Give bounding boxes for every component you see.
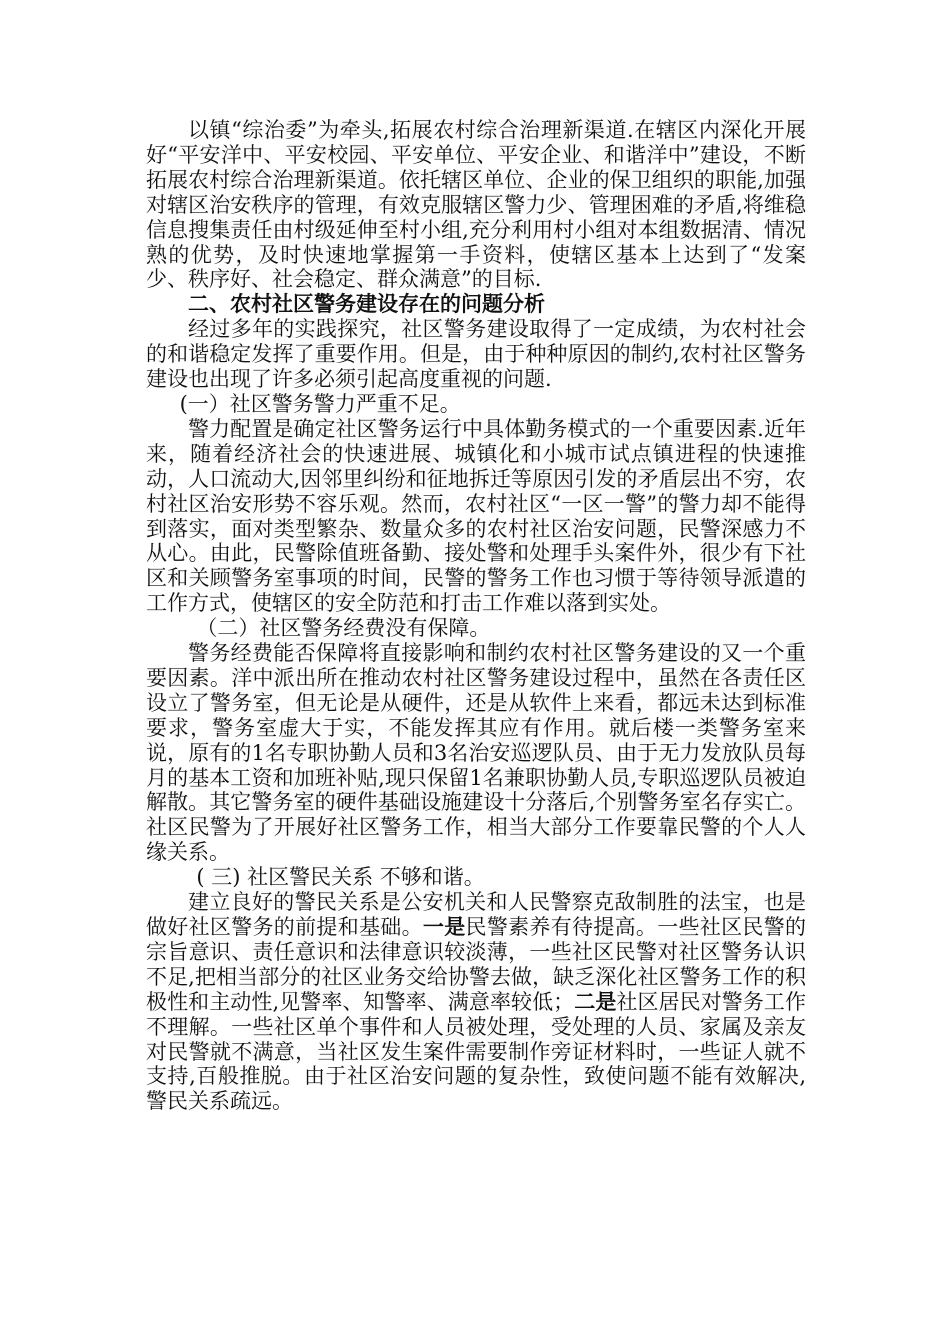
subheading-police-public-relations: ( 三) 社区警民关系 不够和谐。 xyxy=(196,865,485,890)
paragraph-police-public-relations xyxy=(146,890,806,1114)
subheading-police-shortage: (一）社区警务警力严重不足。 xyxy=(179,391,461,416)
document-page xyxy=(146,118,806,1114)
paragraph-police-shortage: 警力配置是确定社区警务运行中具体勤务模式的一个重要因素.近年来，随着经济社会的快速进展、城镇化和小城市试点镇进程的快速推动，人口流动大,因邻里纠纷和征地拆迁等原因引发的矛盾层出不穷，农村社区治安形势不容乐观。然而，农村社区“一区一警”的警力却不能得到落实，面对类型繁杂、数量众多的农村社区治安问题，民警深感力不从心。由此，民警除值班备勤、接处警和处理手头案件外，很少有下社区和关顾警务室事项的时间，民警的警务工作也习惯于等待领导派遣的工作方式，使辖区的安全防范和打击工作难以落到实处。 xyxy=(146,416,806,616)
subheading-funding: （二）社区警务经费没有保障。 xyxy=(196,616,491,641)
text-run: 社区居民对警务工作不理解。一些社区单个事件和人员被处理，受处理的人员、家属及亲友对民警就不满意，当社区发生案件需要制作旁证材料时，一些证人就不支持,百般推脱。由于社区治安问题的复杂性，致使问题不能有效解决,警民关系疏远。 xyxy=(146,989,807,1114)
paragraph-comprehensive-governance: 以镇“综治委”为牵头,拓展农村综合治理新渠道.在辖区内深化开展好“平安洋中、平安校园、平安单位、平安企业、和谐洋中”建设，不断拓展农村综合治理新渠道。依托辖区单位、企业的保卫组织的职能,加强对辖区治安秩序的管理，有效克服辖区警力少、管理困难的矛盾,将维稳信息搜集责任由村级延伸至村小组,充分利用村小组对本组数据清、情况熟的优势，及时快速地掌握第一手资料，使辖区基本上达到了“发案少、秩序好、社会稳定、群众满意”的目标. xyxy=(146,118,806,292)
text-run: 建立良好的警民关系是公安机关和人民警察克敌制胜的法宝，也是做好社区警务的前提和基础。 xyxy=(146,890,806,939)
emphasis-first: 一是 xyxy=(422,915,466,939)
section-heading-problem-analysis: 二、农村社区警务建设存在的问题分析 xyxy=(188,292,545,317)
paragraph-funding: 警务经费能否保障将直接影响和制约农村社区警务建设的又一个重要因素。洋中派出所在推动农村社区警务建设过程中，虽然在各责任区设立了警务室，但无论是从硬件，还是从软件上来看，都远未达到标准要求，警务室虚大于实，不能发挥其应有作用。就后楼一类警务室来说，原有的1名专职协勤人员和3名治安巡逻队员、由于无力发放队员每月的基本工资和加班补贴,现只保留1名兼职协勤人员,专职巡逻队员被迫解散。其它警务室的硬件基础设施建设十分落后,个别警务室名存实亡。社区民警为了开展好社区警务工作，相当大部分工作要靠民警的个人人缘关系。 xyxy=(146,641,806,865)
emphasis-second: 二是 xyxy=(574,989,617,1014)
paragraph-intro-problems: 经过多年的实践探究，社区警务建设取得了一定成绩，为农村社会的和谐稳定发挥了重要作用。但是，由于种种原因的制约,农村社区警务建设也出现了许多必须引起高度重视的问题. xyxy=(146,317,806,392)
text-run: 民警素养有待提高。一些社区民警的宗旨意识、责任意识和法律意识较淡薄，一些社区民警对社区警务认识不足,把相当部分的社区业务交给协警去做，缺乏深化社区警务工作的积极性和主动性,见警率、知警率、满意率较低； xyxy=(146,915,807,1014)
